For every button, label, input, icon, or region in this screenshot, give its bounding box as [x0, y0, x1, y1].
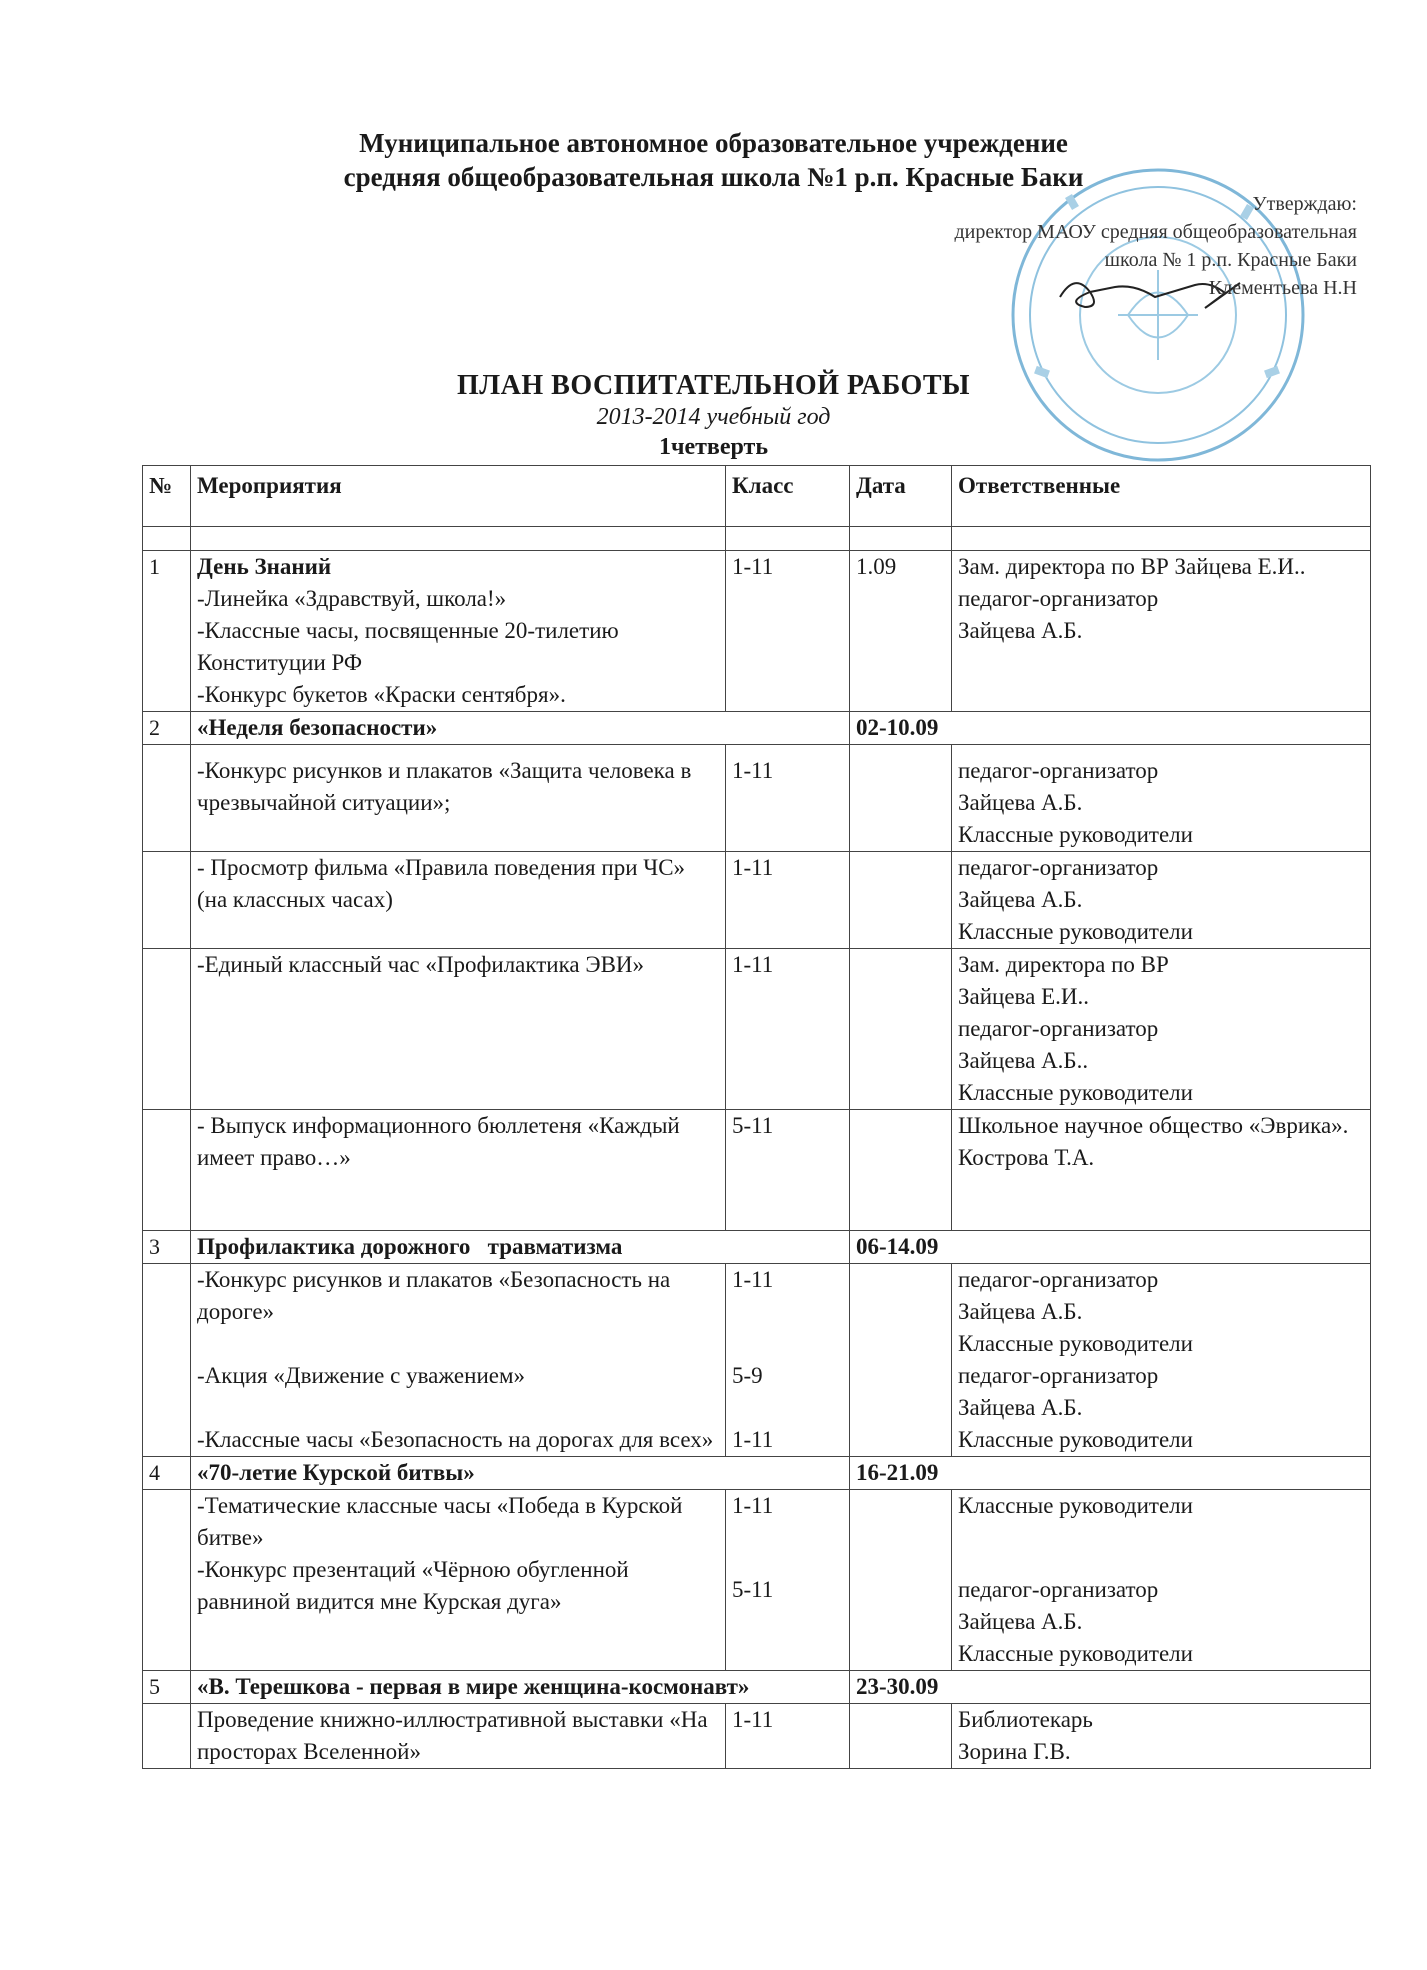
- table-header-row: [143, 466, 1371, 527]
- header-class: Класс: [726, 466, 850, 527]
- row-num: 5: [143, 1671, 191, 1704]
- section-date: 23-30.09: [850, 1671, 1371, 1704]
- section-name: «70-летие Курской битвы»: [191, 1457, 850, 1490]
- event-cell: - Выпуск информационного бюллетеня «Каждый имеет право…»: [191, 1110, 726, 1231]
- table-row: [143, 1231, 1371, 1264]
- header-date: Дата: [850, 466, 952, 527]
- class-cell: 5-11: [726, 1554, 850, 1671]
- approval-line: Клементьева Н.Н: [1208, 277, 1357, 299]
- event-text: -Линейка «Здравствуй, школа!» -Классные часы, посвященные 20-тилетию Конституции РФ -Конкурс букетов «Краски сентября».: [197, 586, 619, 707]
- event-cell: - Просмотр фильма «Правила поведения при ЧС» (на классных часах): [191, 852, 726, 949]
- approval-line: директор МАОУ средняя общеобразовательная: [954, 221, 1357, 243]
- section-date: 02-10.09: [850, 712, 1371, 745]
- date-cell: 1.09: [850, 551, 952, 712]
- responsible-cell: Школьное научное общество «Эврика». Кострова Т.А.: [952, 1110, 1371, 1231]
- section-name: Профилактика дорожного травматизма: [191, 1231, 850, 1264]
- responsible-cell: педагог-организатор Зайцева А.Б.: [952, 1360, 1371, 1424]
- event-cell: -Конкурс презентаций «Чёрною обугленной равниной видится мне Курская дуга»: [191, 1554, 726, 1671]
- table-row: [143, 1704, 1371, 1769]
- approval-line: Утверждаю:: [1252, 193, 1357, 215]
- class-cell: 1-11: [726, 1264, 850, 1361]
- approval-line: школа № 1 р.п. Красные Баки: [1104, 249, 1357, 271]
- table-row: [143, 1457, 1371, 1490]
- section-name: «В. Терешкова - первая в мире женщина-космонавт»: [191, 1671, 850, 1704]
- event-cell: -Конкурс рисунков и плакатов «Безопасность на дороге»: [191, 1264, 726, 1361]
- header-num: №: [143, 466, 191, 527]
- section-date: 16-21.09: [850, 1457, 1371, 1490]
- class-cell: 1-11: [726, 551, 850, 712]
- responsible-cell: педагог-организатор Зайцева А.Б. Классные руководители: [952, 852, 1371, 949]
- class-cell: 5-11: [726, 1110, 850, 1231]
- event-cell: -Классные часы «Безопасность на дорогах для всех»: [191, 1424, 726, 1457]
- responsible-cell: Зам. директора по ВР Зайцева Е.И.. педагог-организатор Зайцева А.Б.: [952, 551, 1371, 712]
- table-row: [143, 852, 1371, 949]
- row-num: 2: [143, 712, 191, 745]
- table-row: [143, 712, 1371, 745]
- quarter: 1четверть: [658, 434, 769, 460]
- header-responsible: Ответственные: [952, 466, 1371, 527]
- table-row: [143, 745, 1371, 852]
- table-row: [143, 1490, 1371, 1555]
- table-row: [143, 1554, 1371, 1671]
- row-num: 4: [143, 1457, 191, 1490]
- event-cell: -Тематические классные часы «Победа в Курской битве»: [191, 1490, 726, 1555]
- responsible-cell: Библиотекарь Зорина Г.В.: [952, 1704, 1371, 1769]
- class-cell: 1-11: [726, 1490, 850, 1555]
- class-cell: 1-11: [726, 1424, 850, 1457]
- class-cell: 1-11: [726, 745, 850, 852]
- event-cell: -Конкурс рисунков и плакатов «Защита человека в чрезвычайной ситуации»;: [191, 745, 726, 852]
- event-cell: -Акция «Движение с уважением»: [191, 1360, 726, 1424]
- class-cell: 1-11: [726, 1704, 850, 1769]
- academic-year: 2013-2014 учебный год: [596, 404, 831, 430]
- org-name-line2: средняя общеобразовательная школа №1 р.п. Красные Баки: [343, 162, 1084, 192]
- responsible-cell: педагог-организатор Зайцева А.Б. Классные руководители: [952, 1264, 1371, 1361]
- event-cell: [191, 551, 726, 712]
- approval-block: [955, 190, 1358, 302]
- event-cell: Проведение книжно-иллюстративной выставки «На просторах Вселенной»: [191, 1704, 726, 1769]
- responsible-cell: Классные руководители: [952, 1490, 1371, 1555]
- class-cell: 1-11: [726, 949, 850, 1110]
- section-name: День Знаний: [197, 554, 332, 579]
- table-row: [143, 1671, 1371, 1704]
- section-name: «Неделя безопасности»: [191, 712, 850, 745]
- table-row: [143, 949, 1371, 1110]
- document-title: ПЛАН ВОСПИТАТЕЛЬНОЙ РАБОТЫ: [457, 370, 970, 401]
- row-num: 3: [143, 1231, 191, 1264]
- responsible-cell: педагог-организатор Зайцева А.Б. Классные руководители: [952, 745, 1371, 852]
- responsible-cell: Классные руководители: [952, 1424, 1371, 1457]
- org-name-line1: Муниципальное автономное образовательное учреждение: [359, 128, 1068, 158]
- header-event: Мероприятия: [191, 466, 726, 527]
- responsible-cell: Зам. директора по ВР Зайцева Е.И.. педагог-организатор Зайцева А.Б.. Классные руководители: [952, 949, 1371, 1110]
- table-row: [143, 1424, 1371, 1457]
- table-row: [143, 1110, 1371, 1231]
- class-cell: 1-11: [726, 852, 850, 949]
- table-row: [143, 551, 1371, 712]
- table-row: [143, 1264, 1371, 1361]
- section-date: 06-14.09: [850, 1231, 1371, 1264]
- event-cell: -Единый классный час «Профилактика ЭВИ»: [191, 949, 726, 1110]
- class-cell: 5-9: [726, 1360, 850, 1424]
- row-num: 1: [143, 551, 191, 712]
- plan-table: [142, 465, 1371, 1769]
- table-row: [143, 1360, 1371, 1424]
- responsible-cell: педагог-организатор Зайцева А.Б. Классные руководители: [952, 1554, 1371, 1671]
